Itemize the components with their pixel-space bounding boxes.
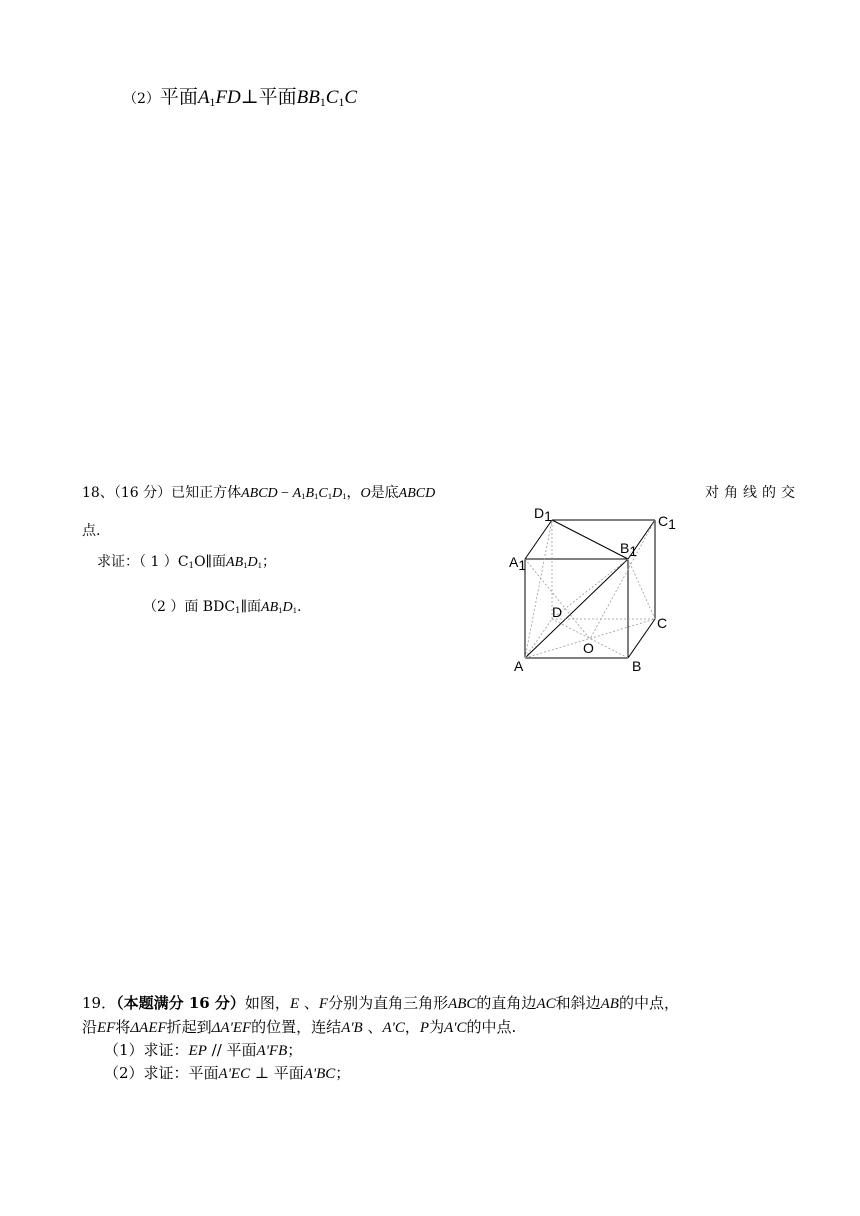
q19-point-e: E <box>289 996 300 1012</box>
q19-a-prime-b: A'B <box>341 1020 363 1036</box>
q18-part1 <box>97 551 276 571</box>
label-a: A <box>514 658 524 674</box>
q19-ep: EP <box>188 1043 207 1059</box>
q17-part2-label: （2） <box>123 91 160 107</box>
q19-plane-a-prime-ec: A'EC <box>218 1066 251 1082</box>
q18-tail: 对角线的交 <box>705 485 800 501</box>
q19-tri-aef: ΔAEF <box>130 1020 167 1036</box>
q18-plane2-sub2: 1 <box>292 605 297 616</box>
q18-face-bdc: 面 BDC <box>184 599 236 615</box>
q18-wrap: 点. <box>82 523 101 539</box>
q17-plane2-b: C <box>325 87 339 108</box>
q19-sep: 、 <box>299 994 319 1012</box>
q18-cube-name <box>241 486 346 501</box>
q18-line-o: O <box>194 554 206 570</box>
q19-part1-end: ； <box>287 1041 303 1059</box>
q18-parallel-2: ∥面 <box>240 599 262 615</box>
q19-score: （本题满分 16 分） <box>116 994 245 1012</box>
q19-number: 19． <box>82 994 117 1012</box>
q17-plane1-a: A <box>197 87 210 108</box>
label-d1: D1 <box>534 505 552 524</box>
q17-text-plane-1: 平面 <box>159 86 198 108</box>
q19-a-prime-c: A'C <box>382 1020 405 1036</box>
q18-statement <box>82 482 435 502</box>
q19-part2-end: ； <box>335 1064 351 1082</box>
q19-point-f: F <box>318 996 329 1012</box>
q18-part2-label: （2 ） <box>143 599 185 615</box>
q19-t5: 的中点， <box>618 994 679 1012</box>
q17-plane2-c: C <box>344 87 358 108</box>
q19-l2-a: 沿 <box>82 1018 98 1036</box>
q19-side-ac: AC <box>536 996 556 1012</box>
q19-part2-label: （2）求证：平面 <box>104 1064 219 1082</box>
q18-part2-face <box>184 599 240 615</box>
q18-plane1-a: AB <box>226 555 244 570</box>
q19-line2 <box>82 1016 516 1037</box>
hidden-c1o <box>590 520 655 639</box>
q17-text-plane-2: 平面 <box>258 86 297 108</box>
q17-part2 <box>123 82 357 109</box>
label-c: C <box>657 615 668 631</box>
q19-plane-a-prime-fb: A'FB <box>256 1043 288 1059</box>
q18-plane2-a: AB <box>261 600 279 615</box>
q18-plane1-sub2: 1 <box>257 560 262 571</box>
diag-b1d1 <box>552 520 628 559</box>
q19-l2-f: 为 <box>429 1018 445 1036</box>
diag-ab1 <box>525 559 628 658</box>
q19-t4: 和斜边 <box>555 994 601 1012</box>
q18-is-base: 是底 <box>370 485 399 501</box>
q18-part2 <box>143 596 301 616</box>
q18-plane2-b: D <box>282 600 293 615</box>
q18-plane2-sub: 1 <box>278 605 283 616</box>
q18-face-bdc-sub: 1 <box>235 606 241 617</box>
q18-part1-line <box>178 554 206 570</box>
q18-semicolon: ； <box>261 554 276 570</box>
q19-t1: 如图， <box>244 994 290 1012</box>
q18-line-c: C <box>177 554 189 570</box>
q18-point-o: O <box>360 486 371 501</box>
hidden-b1c <box>628 559 655 619</box>
q19-line1 <box>82 992 679 1013</box>
label-b: B <box>632 658 642 674</box>
q17-plane1-b: FD <box>215 87 241 108</box>
q18-cube-d-sub: 1 <box>327 491 333 502</box>
q19-t3: 的直角边 <box>476 994 537 1012</box>
edge-bc <box>628 619 655 658</box>
q18-plane-2 <box>261 600 297 615</box>
q19-triangle-abc: ABC <box>448 996 477 1012</box>
hidden-ad <box>525 619 552 658</box>
q19-parallel: // 平面 <box>206 1041 257 1059</box>
q18-prove-label: 求证： <box>97 554 139 570</box>
q17-plane1-sub: 1 <box>209 95 216 109</box>
q19-l2-c: 折起到 <box>166 1018 212 1036</box>
hidden-ad1 <box>525 520 552 658</box>
q18-cube-b-sub: 1 <box>301 491 306 502</box>
q19-a-prime-c-2: A'C <box>444 1020 467 1036</box>
q19-l2-g: 的中点. <box>466 1018 517 1036</box>
q19-l2-e: ， <box>404 1018 420 1036</box>
q17-plane2 <box>297 87 357 108</box>
q17-perp-symbol: ⊥ <box>240 86 259 108</box>
label-c1: C1 <box>658 513 676 532</box>
q18-plane1-b: D <box>247 555 258 570</box>
q18-plane-1 <box>226 555 262 570</box>
q19-point-p: P <box>419 1020 430 1036</box>
q18-parallel-1: ∥面 <box>205 554 227 570</box>
q19-part2 <box>104 1062 350 1083</box>
q18-cube-b: A <box>292 486 302 501</box>
q18-period: . <box>296 599 302 615</box>
q19-part1-label: （1）求证： <box>104 1041 189 1059</box>
q18-cube-e: D <box>332 486 343 501</box>
q19-l2-d: 的位置，连结 <box>251 1018 342 1036</box>
q18-base: ABCD <box>398 486 436 501</box>
q17-plane2-sub2: 1 <box>338 95 345 109</box>
q18-score: （16 分） <box>113 485 172 501</box>
q19-l2-b: 将 <box>115 1018 131 1036</box>
q18-minus: − <box>277 486 293 501</box>
q18-plane1-sub: 1 <box>243 560 248 571</box>
q19-sep2: 、 <box>362 1018 383 1036</box>
q19-side-ab: AB <box>600 996 619 1012</box>
q17-plane2-sub1: 1 <box>319 95 326 109</box>
q17-plane2-a: BB <box>296 87 320 108</box>
label-b1: B1 <box>620 540 638 559</box>
q18-cube-c-sub: 1 <box>314 491 319 502</box>
q19-t2: 分别为直角三角形 <box>328 994 449 1012</box>
q18-line-c-sub: 1 <box>188 561 195 572</box>
label-o: O <box>583 640 594 656</box>
hidden-b1d <box>552 559 628 619</box>
q18-cube-d: C <box>318 486 328 501</box>
q19-tri-a-prime-ef: ΔA'EF <box>211 1020 252 1036</box>
q18-cube-c: B <box>305 486 315 501</box>
cube-figure <box>505 500 690 680</box>
q19-perp: ⊥ 平面 <box>250 1064 304 1082</box>
q19-ef: EF <box>97 1020 116 1036</box>
q19-plane-a-prime-bc: A'BC <box>303 1066 336 1082</box>
label-d: D <box>552 604 563 620</box>
q18-part1-label: （ 1 ） <box>139 554 178 570</box>
q17-plane1 <box>198 87 241 108</box>
q18-cube-a: ABCD <box>241 486 278 501</box>
q19-part1 <box>104 1039 302 1060</box>
q18-cube-e-sub: 1 <box>342 491 347 502</box>
q18-number: 18、 <box>82 485 114 501</box>
label-a1: A1 <box>509 554 527 573</box>
q18-comma: ， <box>346 485 361 501</box>
q18-given: 已知正方体 <box>171 485 242 501</box>
